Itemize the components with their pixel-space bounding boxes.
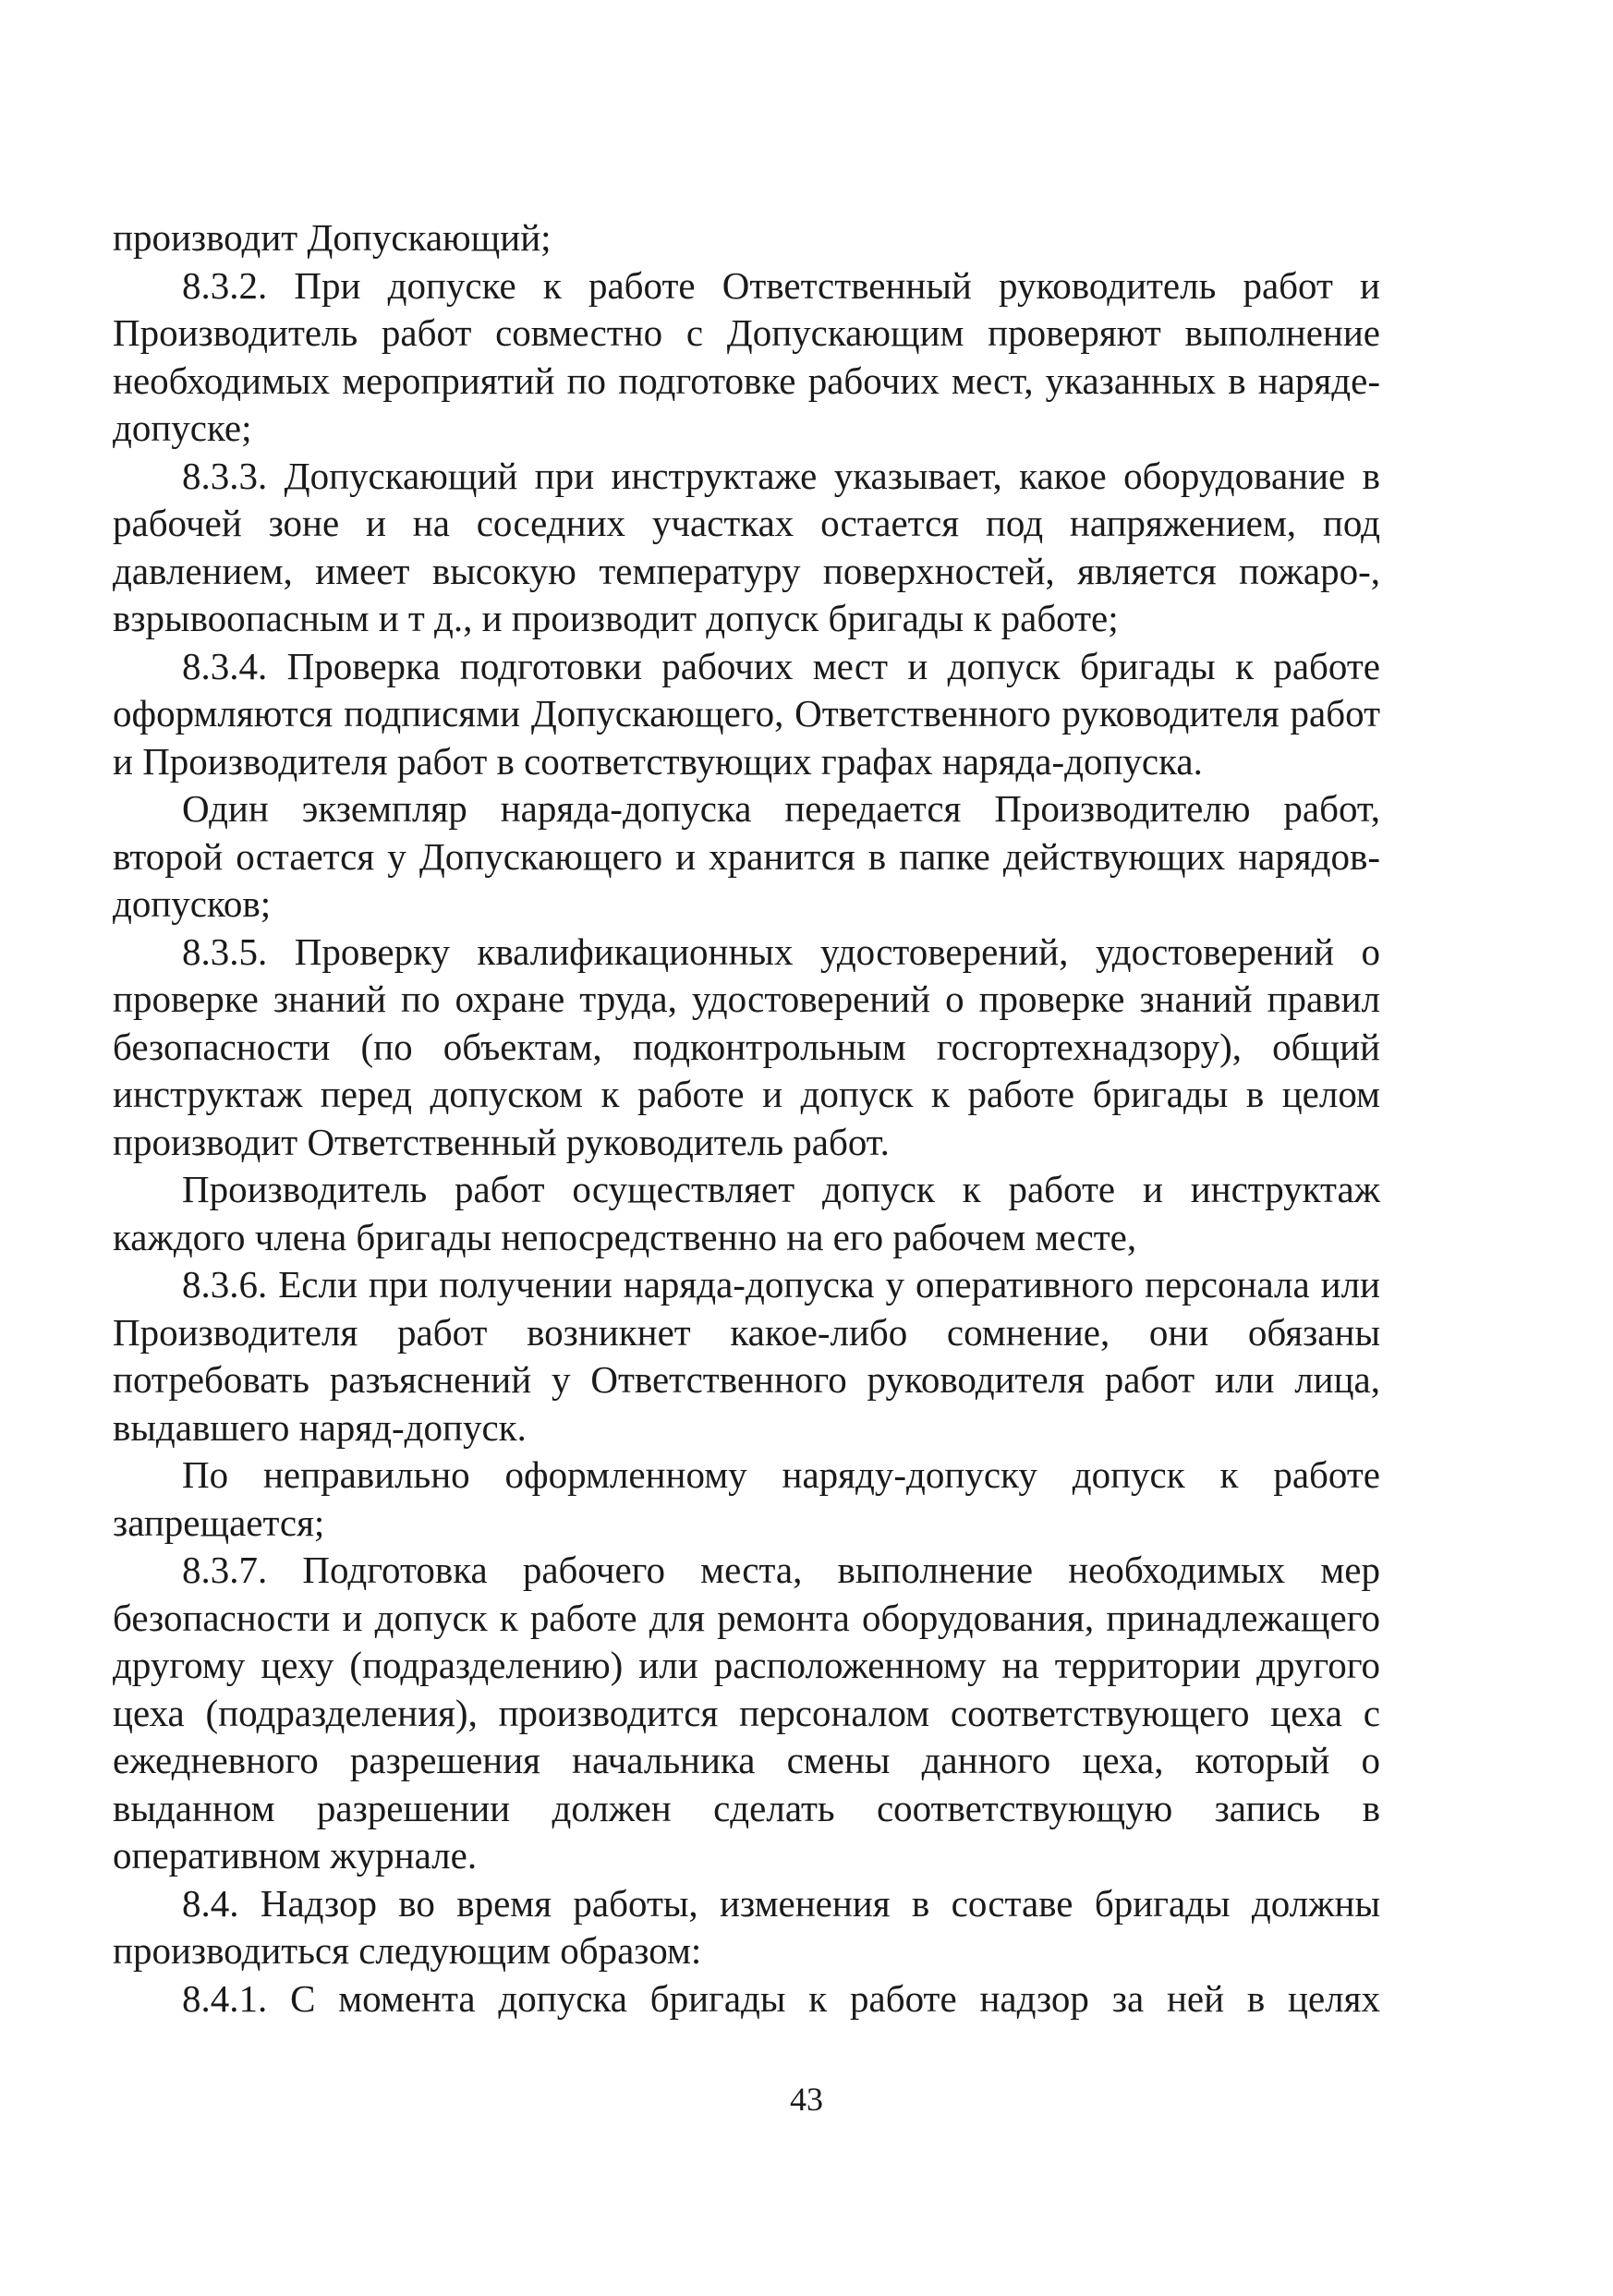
paragraph-8-3-5: 8.3.5. Проверку квалификационных удостоверений, удостоверений о проверке знаний по охране труда, удостоверений о проверке знаний правил безопасности (по объектам, подконтрольным госгортехнадзору), общий инструктаж перед допуском к работе и допуск к работе бригады в целом производит Ответственный руководитель работ. (113, 929, 1380, 1163)
paragraph-continuation: производит Допускающий; (113, 216, 552, 259)
paragraph-8-3-6: 8.3.6. Если при получении наряда-допуска у оперативного персонала или Производителя работ возникнет какое-либо сомнение, они обязаны потребовать разъяснений у Ответственного руководителя работ или лица, выдавшего наряд-допуск. (113, 1263, 1380, 1449)
document-body (113, 214, 1380, 2023)
paragraph-8-3-4: 8.3.4. Проверка подготовки рабочих мест и допуск бригады к работе оформляются подписями Допускающего, Ответственного руководителя работ и Производителя работ в соответствующих графах наряда-допуска. (113, 644, 1380, 783)
paragraph-copy-distribution: Один экземпляр наряда-допуска передается Производителю работ, второй остается у Допускающего и хранится в папке действующих нарядов-допусков; (113, 787, 1380, 925)
paragraph-8-3-2: 8.3.2. При допуске к работе Ответственный руководитель работ и Производитель работ совместно с Допускающим проверяют выполнение необходимых мероприятий по подготовке рабочих мест, указанных в наряде-допуске; (113, 263, 1380, 449)
paragraph-8-4: 8.4. Надзор во время работы, изменения в составе бригады должны производиться следующим образом: (113, 1881, 1380, 1972)
page-number: 43 (790, 2081, 823, 2118)
paragraph-improper-permit: По неправильно оформленному наряду-допуску допуск к работе запрещается; (113, 1453, 1380, 1544)
paragraph-8-3-3: 8.3.3. Допускающий при инструктаже указывает, какое оборудование в рабочей зоне и на соседних участках остается под напряжением, под давлением, имеет высокую температуру поверхностей, является пожаро-, взрывоопасным и т д., и производит допуск бригады к работе; (113, 454, 1380, 639)
paragraph-work-producer-duties: Производитель работ осуществляет допуск к работе и инструктаж каждого члена бригады непосредственно на его рабочем месте, (113, 1168, 1380, 1258)
paragraph-8-4-1: 8.4.1. С момента допуска бригады к работе надзор за ней в целях (182, 1976, 1380, 2020)
paragraph-8-3-7: 8.3.7. Подготовка рабочего места, выполнение необходимых мер безопасности и допуск к работе для ремонта оборудования, принадлежащего другому цеху (подразделению) или расположенному на территории другого цеха (подразделения), производится персоналом соответствующего цеха с ежедневного разрешения начальника смены данного цеха, который о выданном разрешении должен сделать соответствующую запись в оперативном журнале. (113, 1549, 1380, 1877)
